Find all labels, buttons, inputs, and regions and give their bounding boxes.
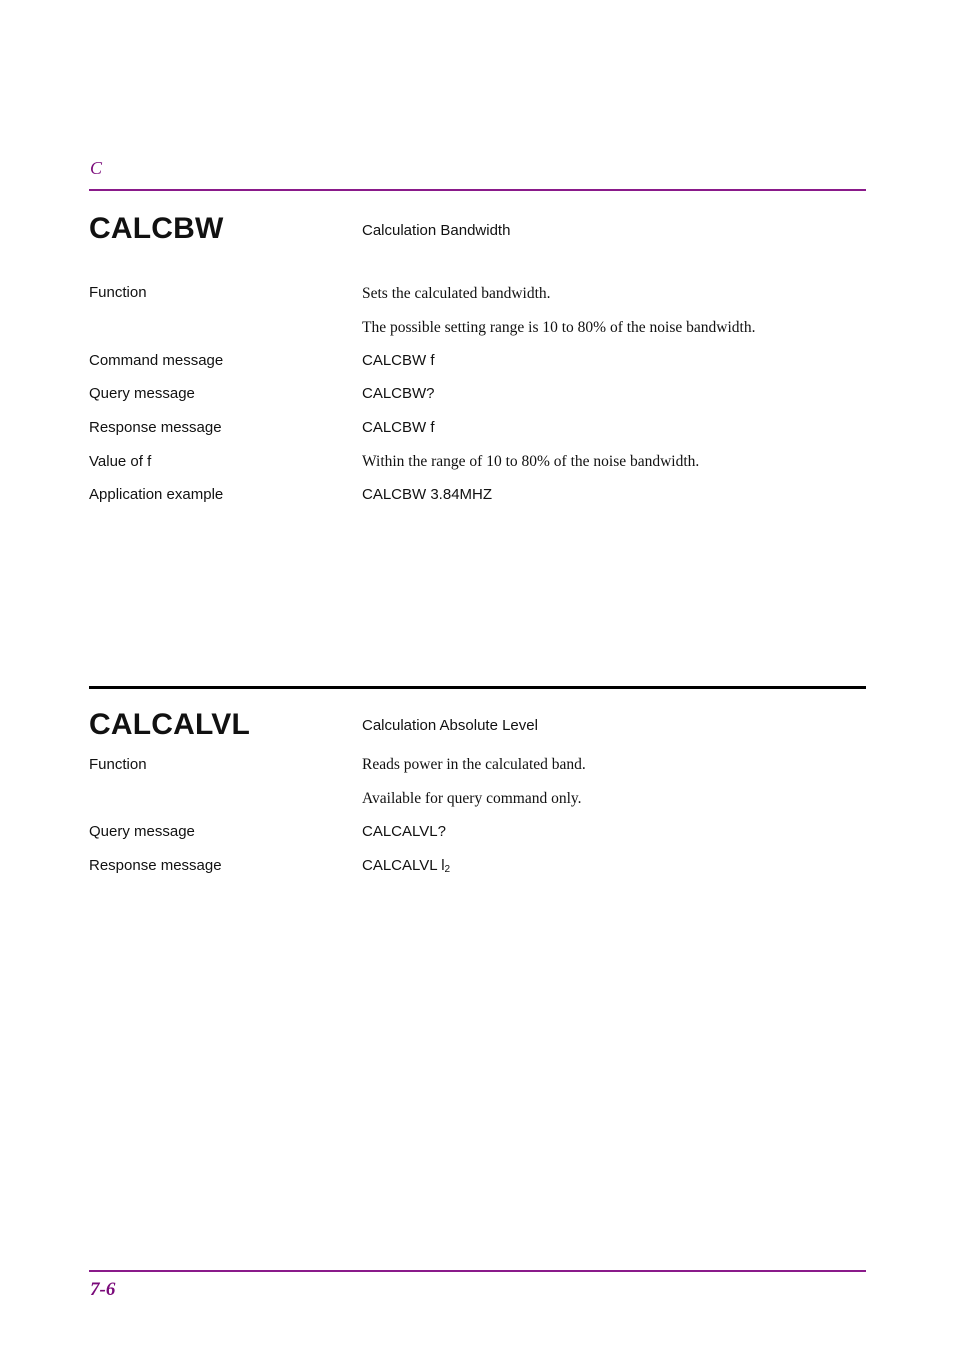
row-value: The possible setting range is 10 to 80% of the noise bandwidth. xyxy=(362,319,756,336)
row-value: Within the range of 10 to 80% of the noise bandwidth. xyxy=(362,453,700,470)
row-label: Value of f xyxy=(89,453,152,470)
row-label: Application example xyxy=(89,486,224,503)
row-value: CALCBW? xyxy=(362,385,435,402)
row-value: CALCBW 3.84MHZ xyxy=(362,486,493,503)
row-label: Query message xyxy=(89,385,195,402)
row-label: Function xyxy=(89,284,147,301)
row-label: Query message xyxy=(89,823,195,840)
row-label: Command message xyxy=(89,352,224,369)
command-subtitle-calcbw: Calculation Bandwidth xyxy=(362,222,511,239)
row-value: Available for query command only. xyxy=(362,790,582,807)
command-title-calcbw: CALCBW xyxy=(89,212,224,245)
footer-rule xyxy=(89,1270,866,1272)
row-value: Reads power in the calculated band. xyxy=(362,756,586,773)
command-subtitle-calcalvl: Calculation Absolute Level xyxy=(362,717,538,734)
row-value-response xyxy=(362,857,450,875)
row-value: CALCALVL? xyxy=(362,823,446,840)
command-title-calcalvl: CALCALVL xyxy=(89,708,251,741)
response-text: CALCALVL l xyxy=(362,857,445,874)
row-value: Sets the calculated bandwidth. xyxy=(362,285,551,302)
row-value: CALCBW f xyxy=(362,352,435,369)
row-label: Response message xyxy=(89,857,222,874)
page-number: 7-6 xyxy=(90,1279,116,1300)
section-letter: C xyxy=(90,158,103,178)
row-value: CALCBW f xyxy=(362,419,435,436)
header-rule xyxy=(89,189,866,191)
response-subscript: 2 xyxy=(444,864,451,875)
row-label: Function xyxy=(89,756,147,773)
row-label: Response message xyxy=(89,419,222,436)
section-rule xyxy=(89,686,866,689)
